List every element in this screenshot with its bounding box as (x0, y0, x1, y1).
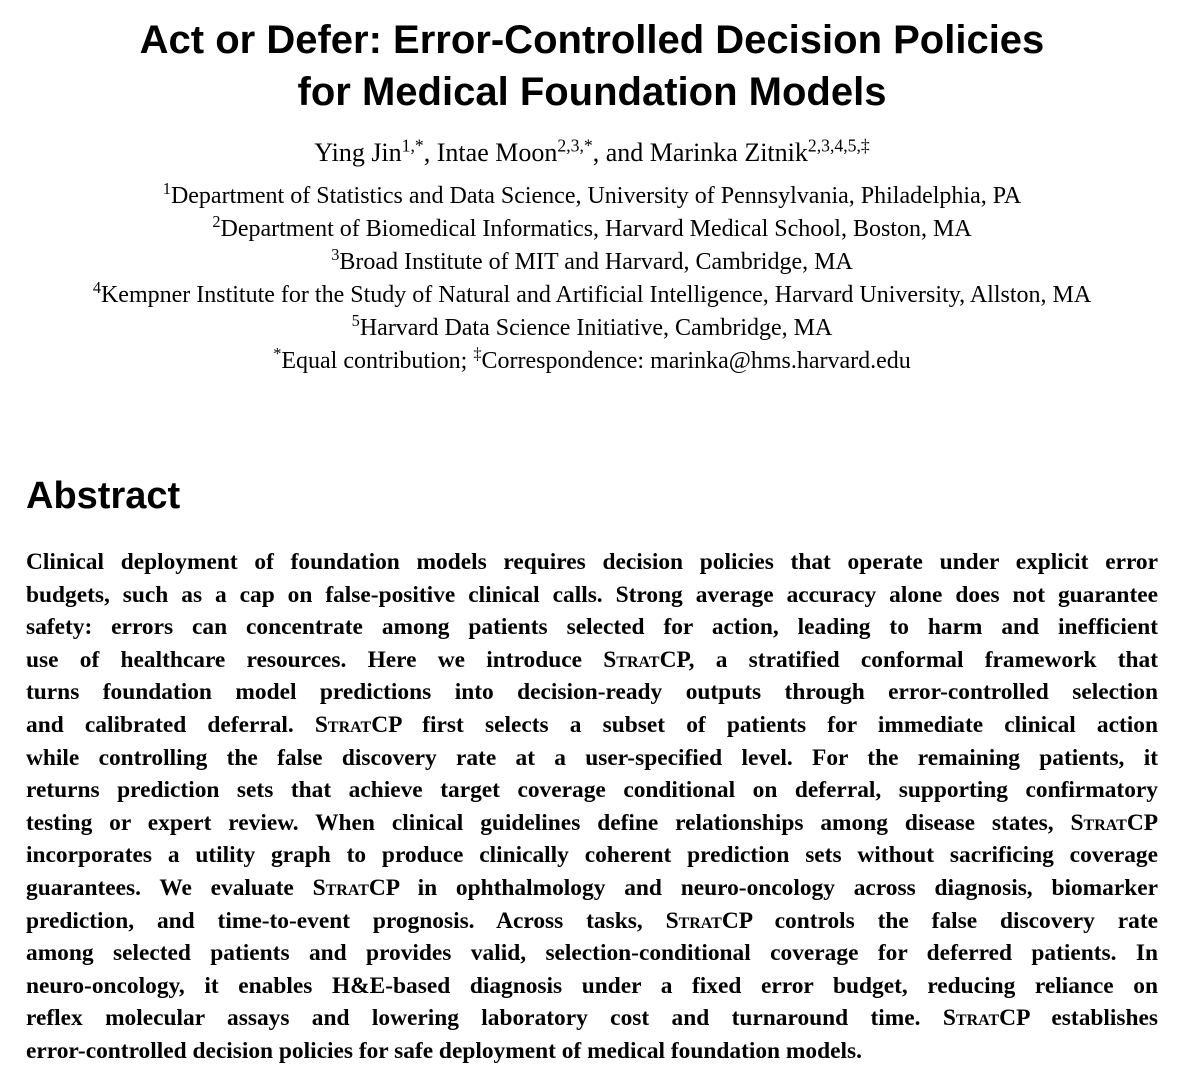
author-affiliation-marks: 1,* (401, 135, 424, 156)
author-affiliation-marks: 2,3,* (557, 135, 593, 156)
abstract-line: budgets, such as a cap on false-positive clinical calls. Strong average accuracy alone does not guarantee (26, 581, 1158, 608)
author-list: Ying Jin$^{1,*}$, Intae Moon$^{2,3,*}$, and Marinka Zitnik$^{2,3,4,5,\ddagger}$ (314, 135, 870, 167)
paper-title-line-1: Act or Defer: Error-Controlled Decision Policies (139, 18, 1045, 62)
method-name-prefix: Strat (942, 1005, 1000, 1032)
abstract-body (26, 546, 1158, 1068)
method-name-prefix: Strat (312, 874, 369, 901)
affiliation-text: Department of Statistics and Data Science, University of Pennsylvania, Philadelphia, PA (170, 183, 1022, 209)
method-name-suffix: CP (721, 907, 752, 934)
abstract-line: use of healthcare resources. Here we introduce StratCP, a stratified conformal framework that (26, 646, 1158, 673)
method-name-prefix: Strat (314, 711, 372, 738)
abstract-line: among selected patients and provides valid, selection-conditional coverage for deferred patients. In (26, 940, 1158, 967)
affiliation-line (0, 180, 1184, 213)
abstract-line: prediction, and time-to-event prognosis. Across tasks, StratCP controls the false discovery rate (26, 907, 1159, 934)
abstract-line: reflex molecular assays and lowering laboratory cost and turnaround time. StratCP establishes (26, 1005, 1158, 1032)
method-name-prefix: Strat (665, 907, 722, 934)
author-affiliation-marks: 2,3,4,5,‡ (807, 135, 870, 156)
affiliation-mark: 2 (212, 212, 221, 232)
affiliation-line (0, 213, 1184, 246)
abstract-line: and calibrated deferral. StratCP first selects a subset of patients for immediate clinical action (26, 711, 1158, 738)
author-name: Intae Moon (436, 138, 558, 167)
method-name-suffix: CP (659, 646, 689, 673)
method-name (666, 908, 752, 934)
correspondence-mark: ‡ (473, 344, 482, 364)
affiliation-text: Department of Biomedical Informatics, Harvard Medical School, Boston, MA (220, 216, 972, 242)
abstract-line: Clinical deployment of foundation models requires decision policies that operate under explicit error (26, 549, 1158, 575)
method-name (315, 712, 401, 738)
method-name (313, 875, 399, 901)
affiliation-line (0, 246, 1184, 279)
abstract-line: incorporates a utility graph to produce clinically coherent prediction sets without sacrificing coverage (26, 842, 1158, 869)
method-name (1071, 810, 1158, 836)
abstract-line: guarantees. We evaluate StratCP in ophthalmology and neuro-oncology across diagnosis, biomarker (26, 874, 1158, 901)
author-name: Marinka Zitnik (649, 138, 808, 167)
affiliation-mark: 3 (331, 245, 340, 265)
abstract-line: turns foundation model predictions into decision-ready outputs through error-controlled selection (26, 679, 1158, 706)
affiliation-mark: 1 (162, 179, 171, 199)
method-name-suffix: CP (371, 711, 402, 738)
abstract-line: testing or expert review. When clinical guidelines define relationships among disease states, StratCP (26, 809, 1158, 836)
abstract-line: error-controlled decision policies for safe deployment of medical foundation models. (26, 1037, 862, 1064)
method-name (943, 1005, 1029, 1031)
correspondence-text: Correspondence: marinka@hms.harvard.edu (481, 348, 911, 374)
method-name-prefix: Strat (1070, 809, 1127, 836)
equal-contribution-mark: * (273, 344, 282, 364)
affiliation-mark: 5 (351, 311, 360, 331)
affiliation-line (0, 279, 1184, 312)
equal-contribution-text: Equal contribution; (281, 348, 474, 374)
abstract-line: safety: errors can concentrate among patients selected for action, leading to harm and inefficient (26, 614, 1158, 641)
abstract-line: while controlling the false discovery rate at a user-specified level. For the remaining patients, it (26, 744, 1158, 771)
abstract-line: returns prediction sets that achieve target coverage conditional on deferral, supporting confirmatory (26, 777, 1158, 804)
affiliation-text: Broad Institute of MIT and Harvard, Cambridge, MA (339, 249, 853, 275)
affiliation-mark: 4 (92, 278, 101, 298)
affiliation-text: Kempner Institute for the Study of Natural and Artificial Intelligence, Harvard University, Allston, MA (100, 282, 1092, 308)
author-name: Ying Jin (314, 138, 402, 167)
affiliation-text: Harvard Data Science Initiative, Cambridge, MA (359, 315, 833, 341)
affiliation-list (0, 180, 1184, 378)
footnote-line (0, 345, 1184, 378)
paper-title (0, 14, 1184, 118)
abstract-heading: Abstract (26, 475, 181, 517)
paper-title-line-2: for Medical Foundation Models (297, 70, 887, 114)
method-name-suffix: CP (999, 1005, 1030, 1032)
abstract-line: neuro-oncology, it enables H&E-based diagnosis under a fixed error budget, reducing reliance on (26, 972, 1158, 999)
method-name (603, 647, 688, 673)
affiliation-line (0, 312, 1184, 345)
method-name-suffix: CP (1126, 809, 1158, 836)
method-name-suffix: CP (368, 874, 399, 901)
method-name-prefix: Strat (603, 646, 660, 673)
